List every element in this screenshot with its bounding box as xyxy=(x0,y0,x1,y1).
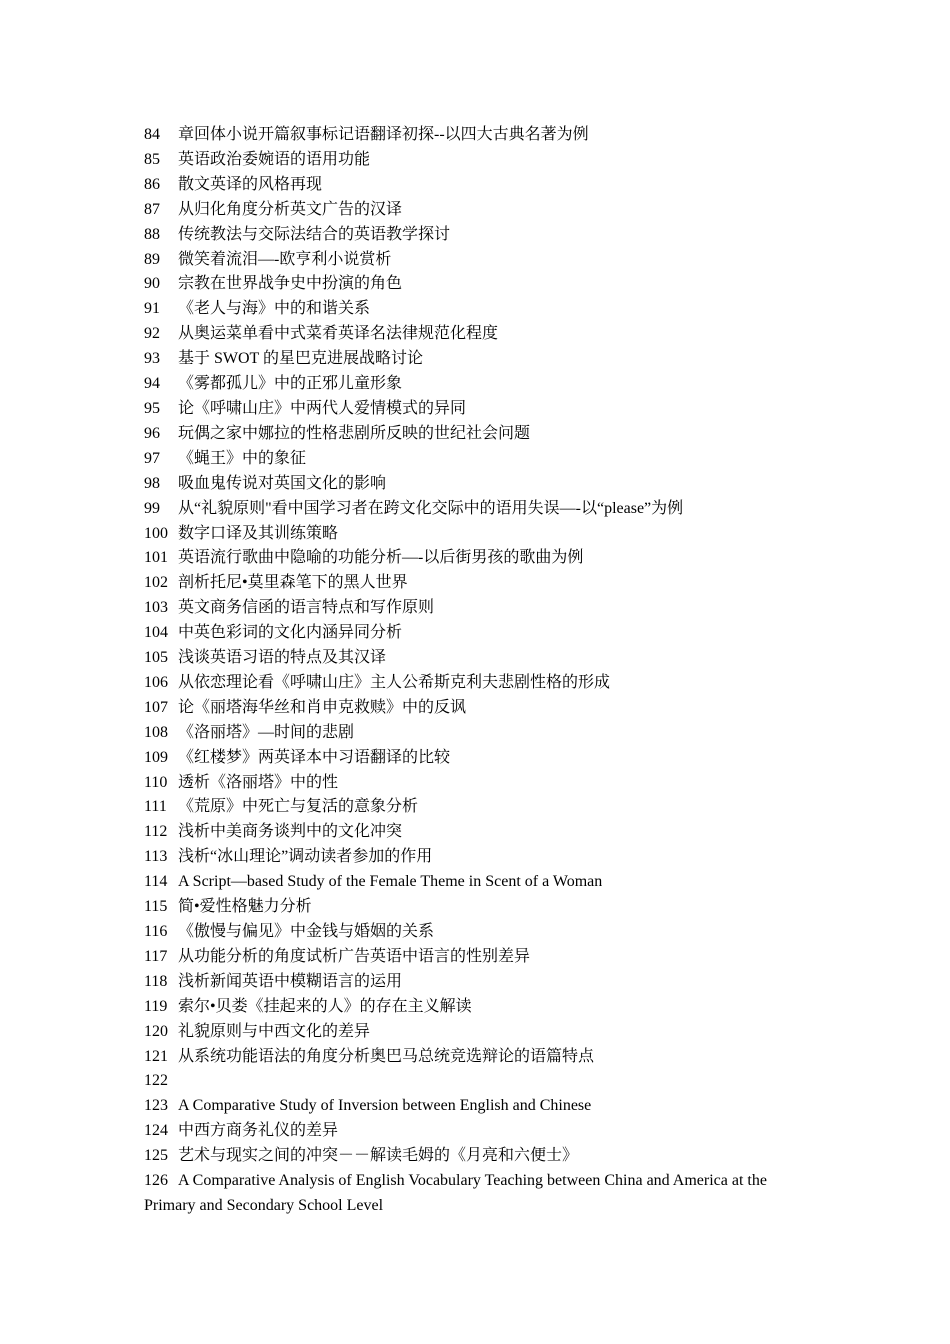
item-number: 99 xyxy=(144,499,160,517)
item-number: 103 xyxy=(144,599,168,617)
item-number: 107 xyxy=(144,698,168,716)
item-title: A Comparative Study of Inversion between English and Chinese xyxy=(178,1097,592,1115)
item-title: 简•爱性格魅力分析 xyxy=(178,898,312,916)
item-title: 《荒原》中死亡与复活的意象分析 xyxy=(178,798,419,816)
list-item xyxy=(144,372,814,397)
item-number: 87 xyxy=(144,200,160,218)
item-title: 从“礼貌原则"看中国学习者在跨文化交际中的语用失误—-以“please”为例 xyxy=(178,499,684,517)
item-number: 113 xyxy=(144,848,168,866)
list-item xyxy=(144,397,814,422)
item-title: 浅析新闻英语中模糊语言的运用 xyxy=(178,972,403,990)
list-item xyxy=(144,596,814,621)
list-item xyxy=(144,1169,814,1219)
list-item xyxy=(144,721,814,746)
item-number: 117 xyxy=(144,947,168,965)
item-number: 95 xyxy=(144,399,160,417)
item-title: 微笑着流泪—-欧亨利小说赏析 xyxy=(178,250,392,268)
item-title: 玩偶之家中娜拉的性格悲剧所反映的世纪社会问题 xyxy=(178,424,531,442)
item-number: 98 xyxy=(144,474,160,492)
item-number: 124 xyxy=(144,1122,168,1140)
item-number: 94 xyxy=(144,375,160,393)
item-title: 从归化角度分析英文广告的汉译 xyxy=(178,200,403,218)
item-title: 吸血鬼传说对英国文化的影响 xyxy=(178,474,387,492)
list-item xyxy=(144,1020,814,1045)
item-number: 90 xyxy=(144,275,160,293)
item-number: 119 xyxy=(144,997,168,1015)
item-number: 121 xyxy=(144,1047,168,1065)
list-item xyxy=(144,497,814,522)
item-number: 123 xyxy=(144,1097,168,1115)
item-title: 英文商务信函的语言特点和写作原则 xyxy=(178,599,435,617)
list-item xyxy=(144,1144,814,1169)
item-number: 93 xyxy=(144,350,160,368)
list-item xyxy=(144,173,814,198)
list-item xyxy=(144,322,814,347)
list-item xyxy=(144,646,814,671)
item-title: 从依恋理论看《呼啸山庄》主人公希斯克利夫悲剧性格的形成 xyxy=(178,673,611,691)
list-item xyxy=(144,198,814,223)
list-item xyxy=(144,1069,814,1094)
list-item xyxy=(144,920,814,945)
item-title: 基于 SWOT 的星巴克进展战略讨论 xyxy=(178,350,424,368)
item-title: 从功能分析的角度试析广告英语中语言的性别差异 xyxy=(178,947,531,965)
item-number: 116 xyxy=(144,923,168,940)
item-number: 96 xyxy=(144,424,160,442)
item-number: 111 xyxy=(144,798,167,816)
item-title: 论《呼啸山庄》中两代人爱情模式的异同 xyxy=(178,399,467,417)
item-number: 102 xyxy=(144,574,168,592)
item-title: 中英色彩词的文化内涵异同分析 xyxy=(178,624,403,642)
list-item xyxy=(144,223,814,248)
list-item xyxy=(144,123,814,148)
item-title: 礼貌原则与中西文化的差异 xyxy=(178,1022,371,1040)
item-title: 浅析“冰山理论”调动读者参加的作用 xyxy=(178,848,433,866)
list-item xyxy=(144,845,814,870)
item-title: 论《丽塔海华丝和肖申克救赎》中的反讽 xyxy=(178,698,467,716)
item-title: 《红楼梦》两英译本中习语翻译的比较 xyxy=(178,748,451,766)
item-number: 101 xyxy=(144,549,168,567)
item-number: 91 xyxy=(144,300,160,318)
list-item xyxy=(144,746,814,771)
item-title: 剖析托尼•莫里森笔下的黑人世界 xyxy=(178,574,408,592)
item-title: 从奥运菜单看中式菜肴英译名法律规范化程度 xyxy=(178,325,499,343)
list-item xyxy=(144,1094,814,1119)
list-item xyxy=(144,297,814,322)
list-item xyxy=(144,1119,814,1144)
list-item xyxy=(144,820,814,845)
item-number: 109 xyxy=(144,748,168,766)
list-item xyxy=(144,422,814,447)
item-number: 105 xyxy=(144,649,168,667)
item-number: 85 xyxy=(144,150,160,168)
item-number: 120 xyxy=(144,1022,168,1040)
list-item xyxy=(144,696,814,721)
item-number: 126 xyxy=(144,1172,168,1190)
item-title: 英语政治委婉语的语用功能 xyxy=(178,150,371,168)
item-title: A Comparative Analysis of English Vocabulary Teaching between China and America at the Primary and Secondary School Level xyxy=(144,1172,767,1214)
item-number: 106 xyxy=(144,673,168,691)
list-item xyxy=(144,546,814,571)
list-item xyxy=(144,621,814,646)
list-item xyxy=(144,272,814,297)
item-number: 97 xyxy=(144,449,160,467)
document-page xyxy=(144,123,814,1219)
item-title: 英语流行歌曲中隐喻的功能分析—-以后街男孩的歌曲为例 xyxy=(178,549,584,567)
item-number: 112 xyxy=(144,823,168,841)
list-item xyxy=(144,571,814,596)
item-number: 125 xyxy=(144,1147,168,1165)
item-number: 92 xyxy=(144,325,160,343)
list-item xyxy=(144,522,814,547)
list-item xyxy=(144,1045,814,1070)
item-number: 108 xyxy=(144,723,168,741)
list-item xyxy=(144,771,814,796)
item-title: 散文英译的风格再现 xyxy=(178,175,323,193)
list-item xyxy=(144,870,814,895)
item-title: 宗教在世界战争史中扮演的角色 xyxy=(178,275,403,293)
list-item xyxy=(144,795,814,820)
item-number: 89 xyxy=(144,250,160,268)
item-number: 122 xyxy=(144,1072,168,1090)
item-number: 110 xyxy=(144,773,168,791)
item-title: 《傲慢与偏见》中金钱与婚姻的关系 xyxy=(178,923,435,940)
list-item xyxy=(144,248,814,273)
item-number: 100 xyxy=(144,524,168,542)
item-title: 章回体小说开篇叙事标记语翻译初探--以四大古典名著为例 xyxy=(178,126,589,143)
item-title: 《雾都孤儿》中的正邪儿童形象 xyxy=(178,375,403,393)
item-number: 114 xyxy=(144,873,168,891)
item-title: 透析《洛丽塔》中的性 xyxy=(178,773,339,791)
list-item xyxy=(144,347,814,372)
list-item xyxy=(144,671,814,696)
item-title: 艺术与现实之间的冲突－－解读毛姆的《月亮和六便士》 xyxy=(178,1147,579,1165)
item-title: 从系统功能语法的角度分析奥巴马总统竞选辩论的语篇特点 xyxy=(178,1047,595,1065)
item-title: 《洛丽塔》—时间的悲剧 xyxy=(178,723,355,741)
item-title: A Script—based Study of the Female Theme in Scent of a Woman xyxy=(178,873,603,891)
item-number: 86 xyxy=(144,175,160,193)
item-number: 104 xyxy=(144,624,168,642)
item-title: 数字口译及其训练策略 xyxy=(178,524,339,542)
list-item xyxy=(144,447,814,472)
list-item xyxy=(144,995,814,1020)
list-item xyxy=(144,895,814,920)
item-title: 《老人与海》中的和谐关系 xyxy=(178,300,371,318)
item-title: 《蝇王》中的象征 xyxy=(178,449,307,467)
item-number: 115 xyxy=(144,898,168,916)
item-title: 浅析中美商务谈判中的文化冲突 xyxy=(178,823,403,841)
list-item xyxy=(144,945,814,970)
item-number: 84 xyxy=(144,126,160,143)
item-number: 118 xyxy=(144,972,168,990)
list-item xyxy=(144,148,814,173)
list-item xyxy=(144,472,814,497)
item-title: 传统教法与交际法结合的英语教学探讨 xyxy=(178,225,451,243)
list-item xyxy=(144,970,814,995)
item-title: 浅谈英语习语的特点及其汉译 xyxy=(178,649,387,667)
item-title: 索尔•贝娄《挂起来的人》的存在主义解读 xyxy=(178,997,472,1015)
item-number: 88 xyxy=(144,225,160,243)
item-title: 中西方商务礼仪的差异 xyxy=(178,1122,339,1140)
